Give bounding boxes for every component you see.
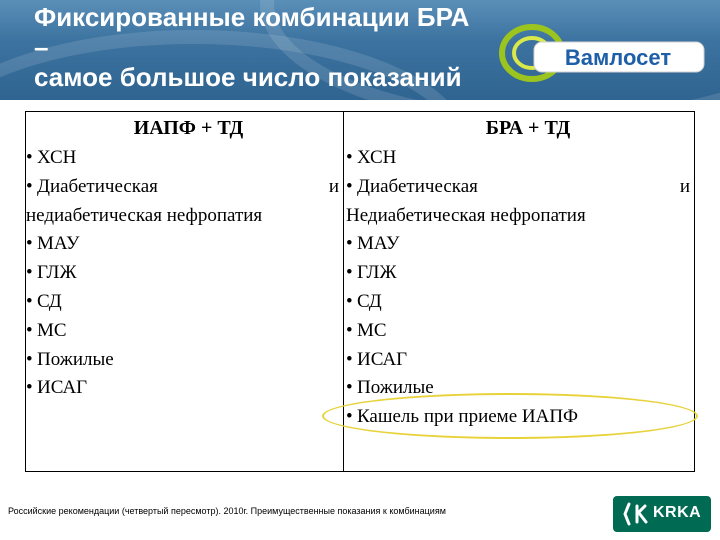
conjunction-text: и: [679, 175, 690, 197]
list-item: • ХСН: [26, 144, 343, 173]
list-item: • МАУ: [344, 230, 694, 259]
list-item: • ИСАГ: [26, 374, 343, 403]
logo-text: Вамлосет: [564, 45, 672, 70]
list-item: Недиабетическая нефропатия: [346, 204, 586, 226]
krka-brand-text: KRKA: [653, 504, 702, 521]
bullet-icon: •: [346, 233, 353, 255]
list-item: • Пожилые: [344, 374, 694, 403]
indication-list: [344, 144, 694, 432]
bullet-icon: •: [26, 319, 33, 341]
bullet-icon: •: [26, 147, 33, 168]
list-item: • СД: [344, 288, 694, 317]
list-item: • Диабетическая и: [26, 173, 343, 202]
table-column-arb-td: [344, 112, 694, 471]
bullet-icon: •: [346, 319, 353, 341]
krka-logo: [613, 496, 711, 532]
bullet-icon: •: [26, 175, 33, 197]
indication-list: [26, 144, 343, 403]
column-heading: БРА + ТД: [485, 117, 571, 139]
bullet-icon: •: [346, 290, 353, 312]
list-item: • ХСН: [344, 144, 694, 173]
list-item: • СД: [26, 288, 343, 317]
krka-mark-icon: [617, 496, 657, 532]
bullet-icon: •: [346, 377, 353, 399]
bullet-icon: •: [346, 175, 353, 197]
bullet-icon: •: [26, 233, 33, 255]
title-line: –: [34, 32, 49, 62]
list-item: • МС: [344, 317, 694, 346]
list-item: • МАУ: [26, 230, 343, 259]
comparison-table: [25, 111, 695, 472]
list-item: • Пожилые: [26, 346, 343, 375]
bullet-icon: •: [346, 406, 353, 428]
list-item: недиабетическая нефропатия: [26, 204, 263, 226]
list-item: • МС: [26, 317, 343, 346]
table-column-ace-td: [26, 112, 344, 471]
bullet-icon: •: [26, 348, 33, 370]
list-item: • ИСАГ: [344, 346, 694, 375]
vamloset-logo: [498, 18, 708, 88]
bullet-icon: •: [346, 262, 353, 284]
title-line: Фиксированные комбинации БРА: [34, 2, 470, 32]
bullet-icon: •: [26, 377, 33, 399]
slide-header: [0, 0, 720, 100]
conjunction-text: и: [328, 175, 339, 197]
footer-source-note: Российские рекомендации (четвертый пересмотр). 2010г. Преимущественные показания к комбинациям: [8, 506, 446, 516]
bullet-icon: •: [346, 147, 353, 168]
title-line: самое большое число показаний: [34, 62, 462, 92]
list-item: • Диабетическая и: [344, 173, 694, 202]
slide-title: [34, 2, 534, 92]
list-item-highlighted: • Кашель при приеме ИАПФ: [344, 403, 694, 432]
bullet-icon: •: [346, 348, 353, 370]
bullet-icon: •: [26, 290, 33, 312]
bullet-icon: •: [26, 262, 33, 284]
column-heading: ИАПФ + ТД: [133, 117, 244, 139]
list-item: • ГЛЖ: [26, 259, 343, 288]
list-item: • ГЛЖ: [344, 259, 694, 288]
